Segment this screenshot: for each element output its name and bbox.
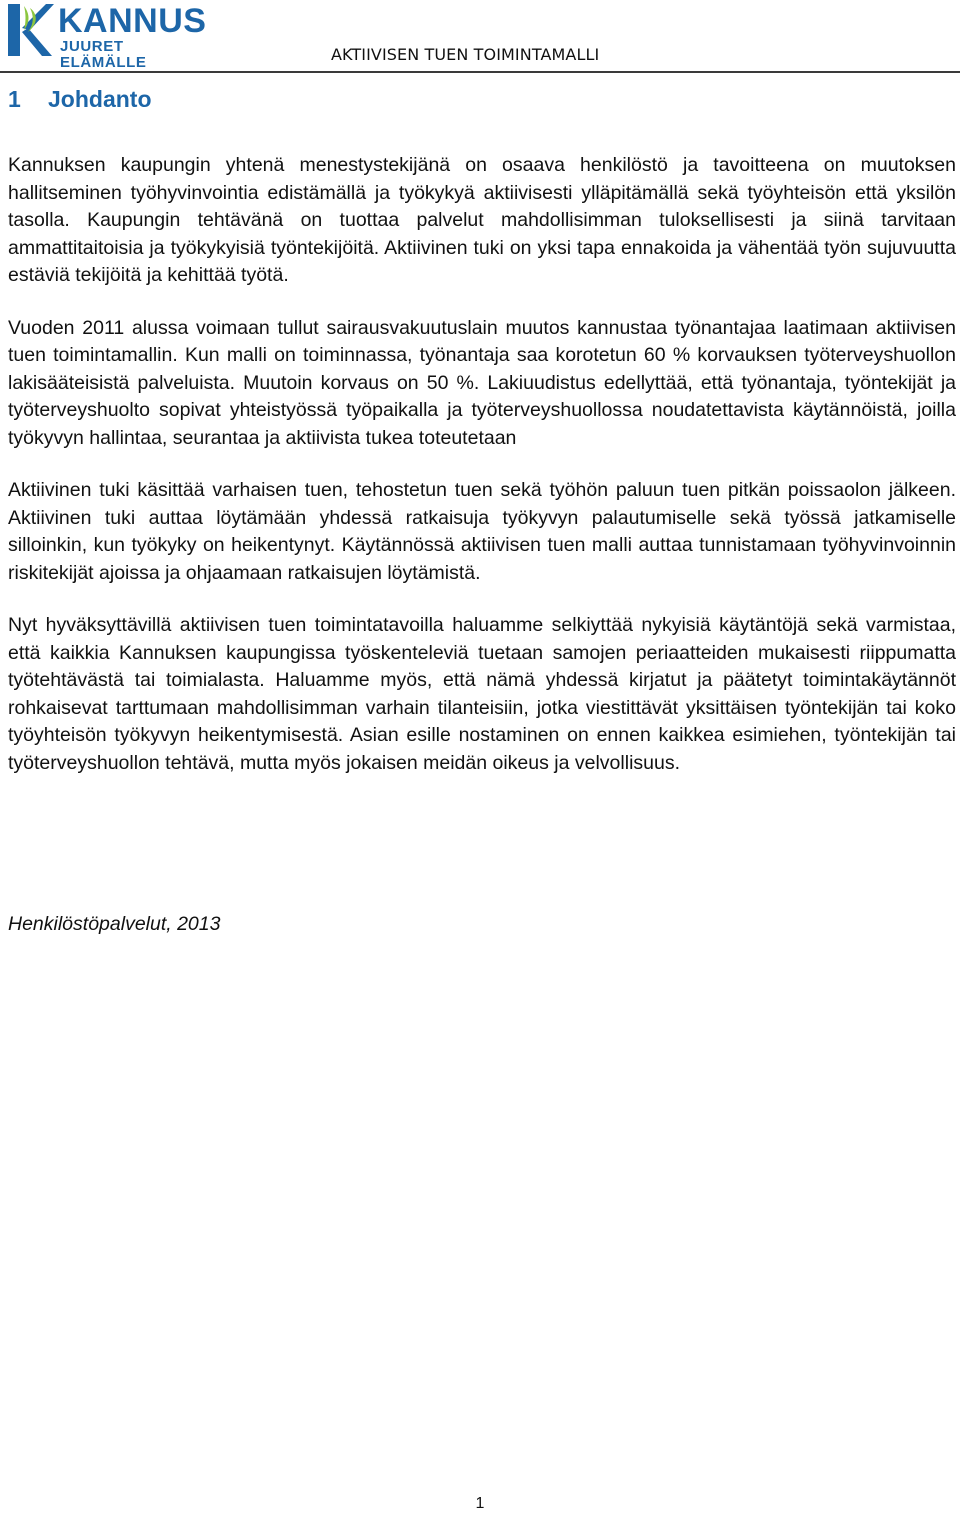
section-number: 1 [8,86,21,112]
document-title: AKTIIVISEN TUEN TOIMINTAMALLI [331,45,600,64]
header-divider [0,71,960,73]
kannus-logo [6,2,207,71]
paragraph-legislation: Vuoden 2011 alussa voimaan tullut sairausvakuutuslain muutos kannustaa työnantajaa laatimaan aktiivisen tuen toimintamallin. Kun malli on toiminnassa, työnantaja saa korotetun 60 % korvauksen työterveyshuollon lakisääteisistä palveluista. Muutoin korvaus on 50 %. Lakiuudistus edellyttää, että työnantaja, työntekijät ja työterveyshuolto sopivat yhteistyössä työpaikalla ja työterveyshuollossa noudatettavista käytännöistä, joilla työkyvyn hallintaa, seurantaa ja aktiivista tukea toteutetaan [8,316,956,449]
logo-slogan: JUURET ELÄMÄLLE [60,38,147,71]
section-title: Johdanto [48,86,152,112]
logo-wordmark: KANNUS [58,2,207,40]
paragraph-goals: Nyt hyväksyttävillä aktiivisen tuen toimintatavoilla haluamme selkiyttää nykyisiä käytäntöjä sekä varmistaa, että kaikkia Kannuksen kaupungissa työskenteleviä tuetaan samojen periaatteiden mukaisesti riippumatta työtehtävästä tai toimialasta. Haluamme myös, että nämä yhdessä kirjatut ja päätetyt toimintakäytännöt rohkaisevat tarttumaan mahdollisimman varhain tilanteisiin, jotka viestittävät yksittäisen työntekijän tai koko työyhteisön työkyvyn heikentymisestä. Asian esille nostaminen on ennen kaikkea esimiehen, työntekijän tai työterveyshuollon tehtävä, mutta myös jokaisen meidän oikeus ja velvollisuus. [8,614,956,774]
signature: Henkilöstöpalvelut, 2013 [8,913,221,935]
page-number: 1 [475,1495,485,1512]
paragraph-active-support: Aktiivinen tuki käsittää varhaisen tuen, tehostetun tuen sekä työhön paluun tuen pitkän poissaolon jälkeen. Aktiivinen tuki auttaa löytämään yhdessä ratkaisuja työkyvyn palautumiselle sekä työssä jatkamiselle silloinkin, kun työkyky on heikentynyt. Käytännössä aktiivisen tuen malli auttaa tunnistamaan työhyvinvoinnin riskitekijät ajoissa ja ohjaamaan ratkaisujen löytämistä. [8,479,956,584]
section-heading [8,86,152,113]
page-header [0,0,960,76]
document-body [8,152,956,802]
paragraph-intro: Kannuksen kaupungin yhtenä menestystekijänä on osaava henkilöstö ja tavoitteena on muutoksen hallitseminen työhyvinvointia edistämällä ja työkykyä aktiivisesti ylläpitämällä sekä työyhteisön että yksilön tasolla. Kaupungin tehtävänä on tuottaa palvelut mahdollisimman tuloksellisesti ja siinä tarvitaan ammattitaitoisia ja työkykyisiä työntekijöitä. Aktiivinen tuki on yksi tapa ennakoida ja vähentää työn sujuvuutta estäviä tekijöitä ja kehittää työtä. [8,154,956,286]
kannus-logo-mark-icon [6,2,56,58]
